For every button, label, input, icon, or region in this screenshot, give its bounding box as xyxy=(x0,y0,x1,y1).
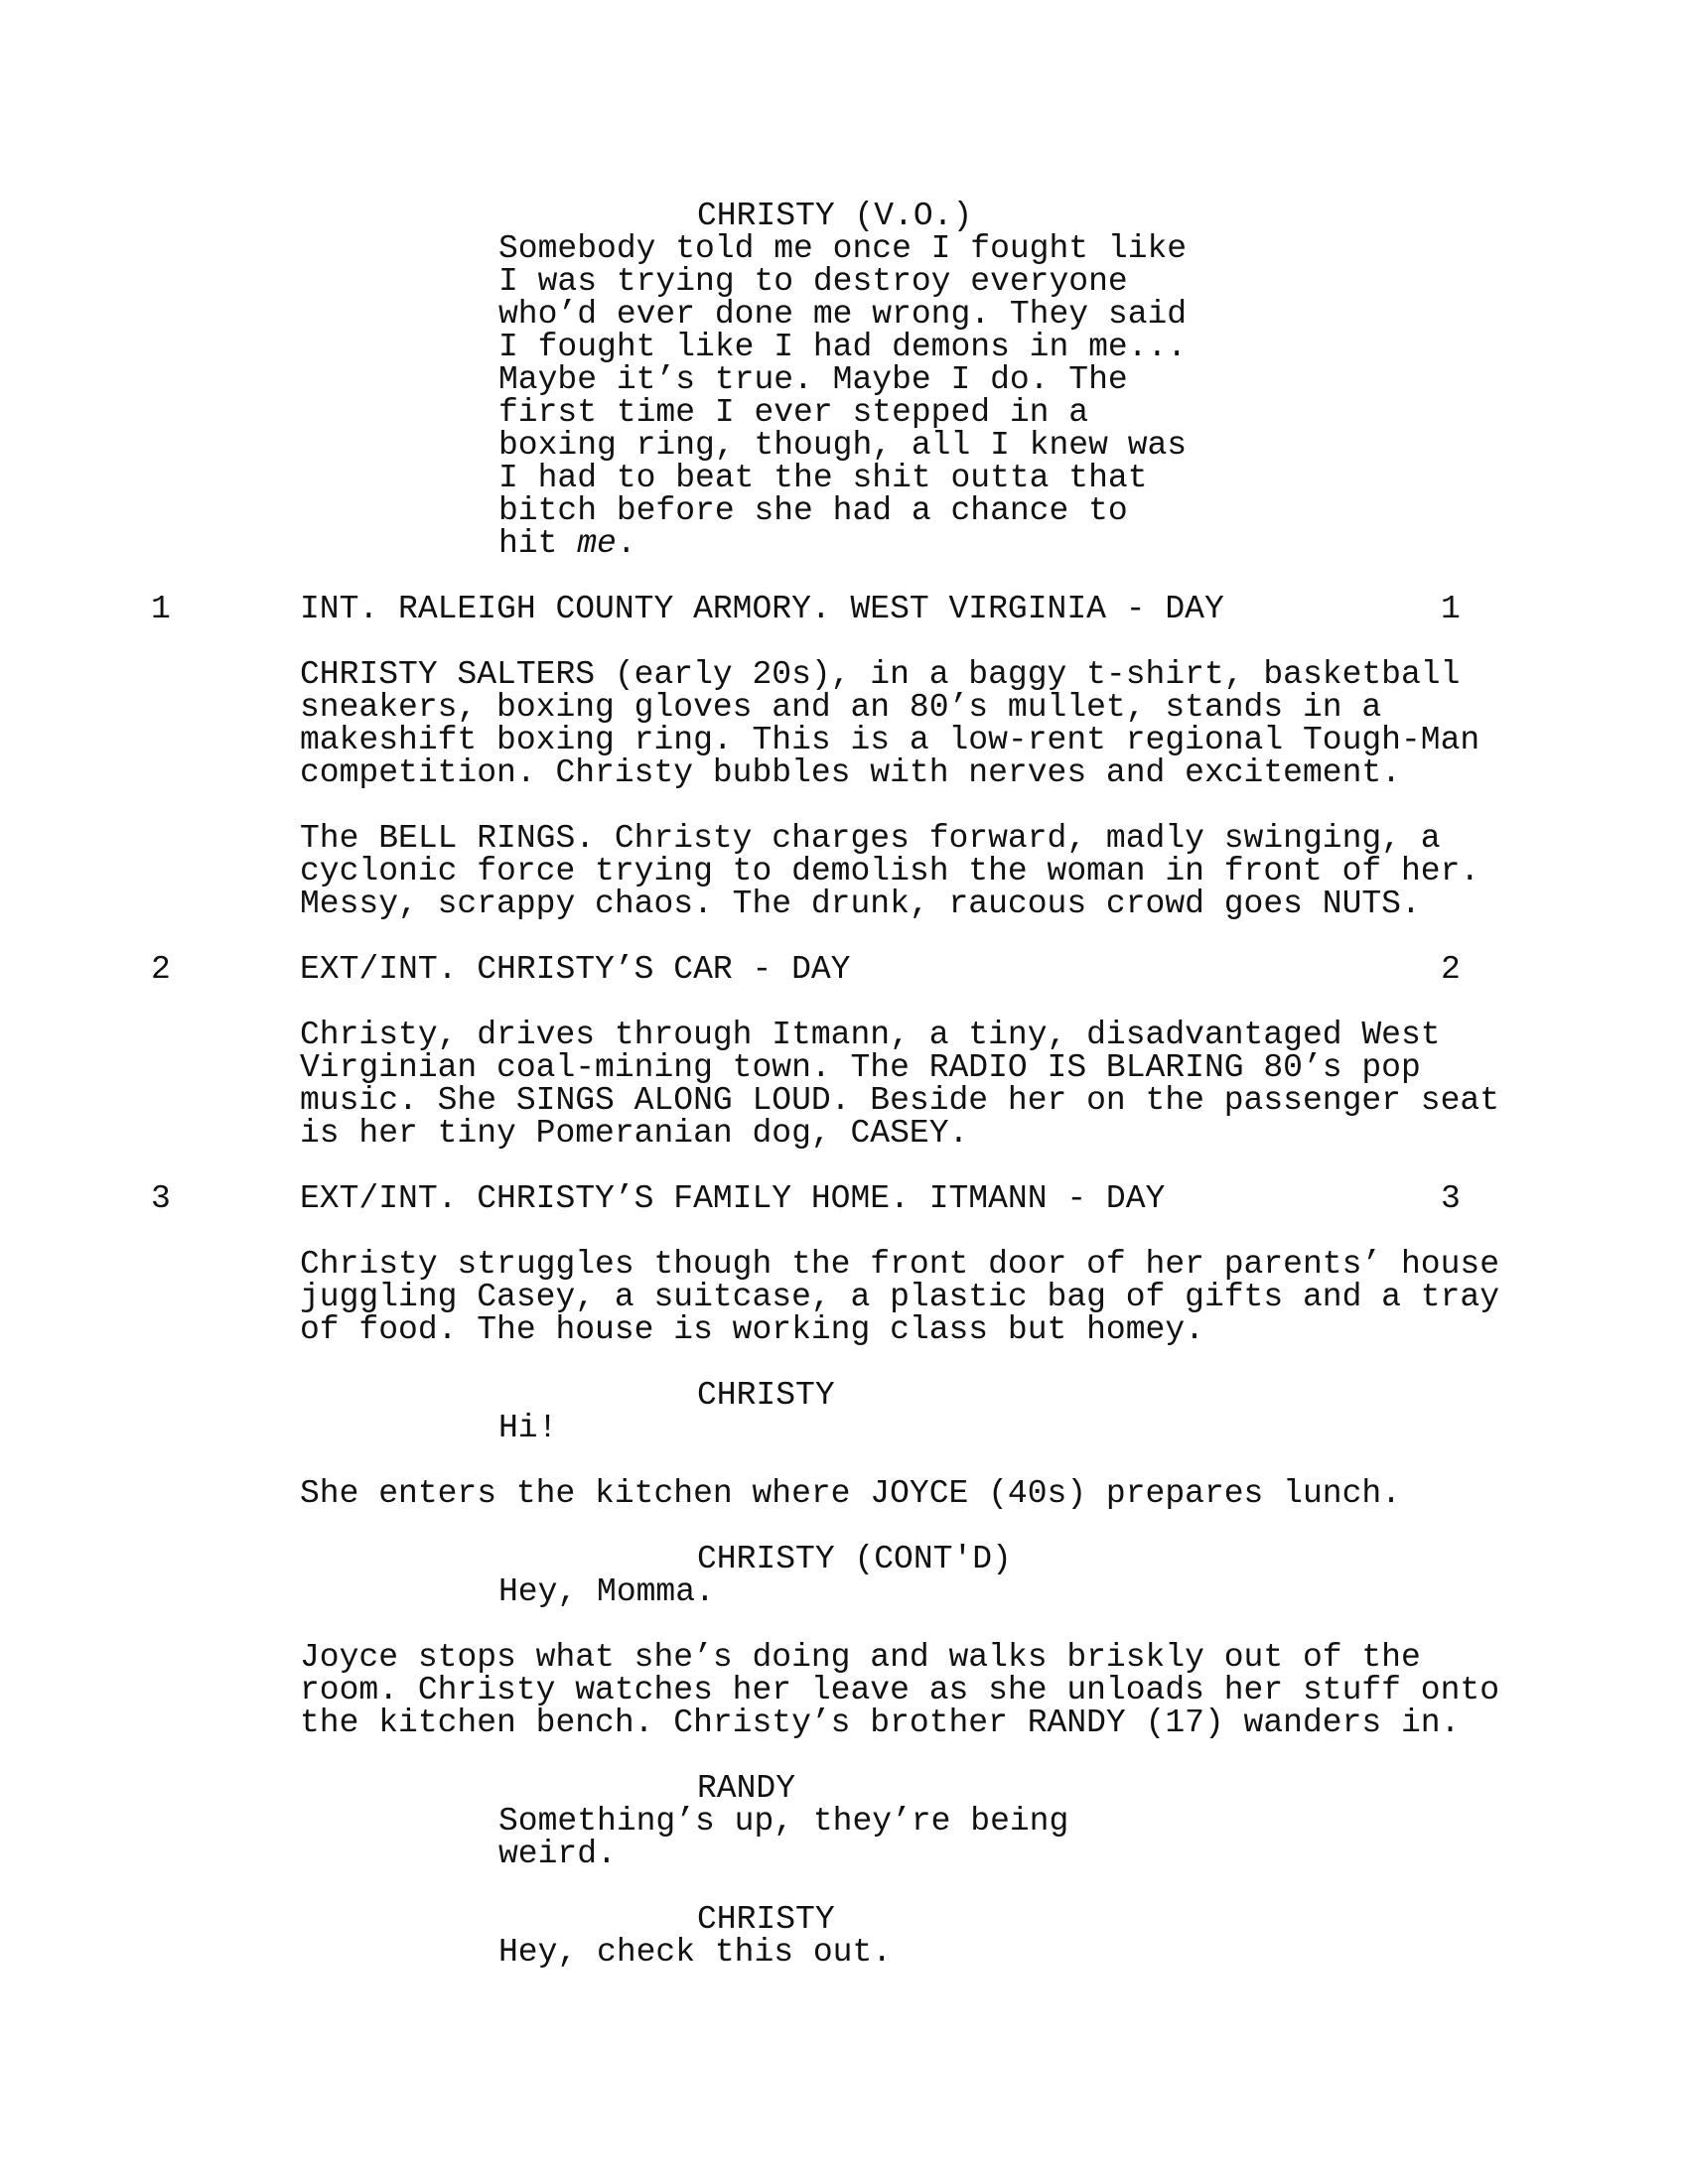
dialogue-line: Hey, check this out. xyxy=(498,1934,893,1971)
action-line: cyclonic force trying to demolish the woman in front of her. xyxy=(300,853,1480,889)
character-name: RANDY xyxy=(697,1770,796,1807)
character-name: CHRISTY xyxy=(697,1901,835,1938)
dialogue-line: weird. xyxy=(498,1836,617,1872)
action-line: CHRISTY SALTERS (early 20s), in a baggy t-shirt, basketball xyxy=(300,656,1461,693)
scene-number-left: 1 xyxy=(151,591,171,627)
emphasized-word: me xyxy=(577,525,617,562)
dialogue-line: Hey, Momma. xyxy=(498,1573,715,1610)
action-line: She enters the kitchen where JOYCE (40s) prepares lunch. xyxy=(300,1475,1401,1512)
dialogue-fragment: hit xyxy=(498,525,578,562)
action-line: competition. Christy bubbles with nerves and excitement. xyxy=(300,754,1401,791)
scene-number-left: 3 xyxy=(151,1180,171,1217)
dialogue-fragment: . xyxy=(616,525,636,562)
dialogue-line: Something’s up, they’re being xyxy=(498,1803,1069,1840)
scene-heading: EXT/INT. CHRISTY’S CAR - DAY xyxy=(300,951,851,988)
scene-number-right: 3 xyxy=(1441,1180,1461,1217)
character-name: CHRISTY (CONT'D) xyxy=(697,1541,1012,1577)
dialogue-line: Maybe it’s true. Maybe I do. The xyxy=(498,361,1128,398)
dialogue-line xyxy=(498,527,636,560)
scene-heading: INT. RALEIGH COUNTY ARMORY. WEST VIRGINIA - DAY xyxy=(300,591,1224,627)
action-line: of food. The house is working class but homey. xyxy=(300,1311,1204,1348)
action-line: sneakers, boxing gloves and an 80’s mullet, stands in a xyxy=(300,689,1382,726)
scene-number-right: 1 xyxy=(1441,591,1461,627)
action-line: Christy struggles though the front door of her parents’ house xyxy=(300,1246,1499,1283)
action-line: Joyce stops what she’s doing and walks briskly out of the xyxy=(300,1639,1421,1676)
dialogue-line: I had to beat the shit outta that xyxy=(498,460,1148,496)
action-line: makeshift boxing ring. This is a low-rent regional Tough-Man xyxy=(300,722,1480,758)
scene-number-right: 2 xyxy=(1441,951,1461,988)
dialogue-line: who’d ever done me wrong. They said xyxy=(498,296,1188,333)
dialogue-line: boxing ring, though, all I knew was xyxy=(498,427,1188,464)
character-name: CHRISTY xyxy=(697,1377,835,1414)
action-line: the kitchen bench. Christy’s brother RANDY (17) wanders in. xyxy=(300,1705,1461,1741)
dialogue-line: I was trying to destroy everyone xyxy=(498,263,1128,300)
dialogue-line: first time I ever stepped in a xyxy=(498,394,1089,431)
action-line: music. She SINGS ALONG LOUD. Beside her on the passenger seat xyxy=(300,1082,1499,1119)
action-line: is her tiny Pomeranian dog, CASEY. xyxy=(300,1115,969,1152)
action-line: Christy, drives through Itmann, a tiny, disadvantaged West xyxy=(300,1017,1441,1053)
dialogue-line: Hi! xyxy=(498,1410,558,1446)
action-line: The BELL RINGS. Christy charges forward, madly swinging, a xyxy=(300,820,1441,857)
action-line: room. Christy watches her leave as she unloads her stuff onto xyxy=(300,1672,1499,1708)
action-line: juggling Casey, a suitcase, a plastic bag of gifts and a tray xyxy=(300,1279,1499,1315)
dialogue-line: Somebody told me once I fought like xyxy=(498,230,1188,267)
scene-number-left: 2 xyxy=(151,951,171,988)
dialogue-line: I fought like I had demons in me... xyxy=(498,329,1188,365)
scene-heading: EXT/INT. CHRISTY’S FAMILY HOME. ITMANN - DAY xyxy=(300,1180,1166,1217)
action-line: Virginian coal-mining town. The RADIO IS BLARING 80’s pop xyxy=(300,1049,1421,1086)
dialogue-line: bitch before she had a chance to xyxy=(498,492,1128,529)
character-name: CHRISTY (V.O.) xyxy=(697,198,973,234)
action-line: Messy, scrappy chaos. The drunk, raucous crowd goes NUTS. xyxy=(300,886,1421,922)
